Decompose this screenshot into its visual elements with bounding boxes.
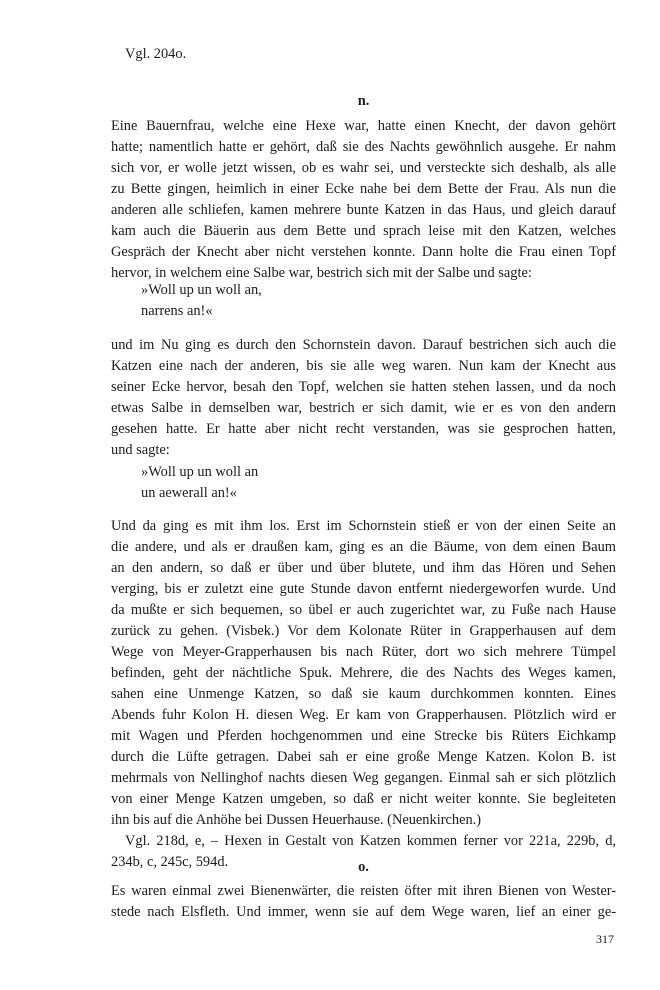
text-line: sahen eine Unmenge Katzen, so daß sie kaum durchkommen konnten. Eines xyxy=(111,686,616,702)
text-line: hatte; namentlich hatte er gehört, daß sie des Nachts gewöhnlich ausgehe. Er nahm xyxy=(111,139,616,155)
text-line: verging, bis er zuletzt eine gute Stunde davon entfernt niedergeworfen wurde. Und xyxy=(111,581,616,597)
text-line: befinden, geht der nächtliche Spuk. Mehrere, die des Nachts des Weges kamen, xyxy=(111,665,616,681)
text-line: die andere, und als er draußen kam, ging es an die Bäume, von dem einen Baum xyxy=(111,539,616,555)
text-line: Eine Bauernfrau, welche eine Hexe war, hatte einen Knecht, der davon gehört xyxy=(111,118,616,134)
text-line: stede nach Elsfleth. Und immer, wenn sie auf dem Wege waren, lief an einer ge- xyxy=(111,904,616,920)
text-line: hervor, in welchem eine Salbe war, bestrich sich mit der Salbe und sagte: xyxy=(111,265,532,281)
text-line: seiner Ecke hervor, besah den Topf, welchen sie hatten stehen lassen, und da noch xyxy=(111,379,616,395)
top-reference: Vgl. 204o. xyxy=(125,46,187,62)
paragraph-o-1 xyxy=(111,881,616,923)
paragraph-n-1 xyxy=(111,116,616,284)
text-line: Katzen eine nach der anderen, bis sie alle weg waren. Nun kam der Knecht aus xyxy=(111,358,616,374)
text-line: sich vor, er wolle jetzt wissen, ob es wahr sei, und versteckte sich deshalb, als alle xyxy=(111,160,616,176)
text-line: zu Bette gingen, heimlich in einer Ecke nahe bei dem Bette der Frau. Als nun die xyxy=(111,181,616,197)
verse-line: un aewerall an!« xyxy=(141,485,237,501)
verse-line: »Woll up un woll an xyxy=(141,464,259,480)
cross-reference-line: 234b, c, 245c, 594d. xyxy=(111,854,229,870)
page-number: 317 xyxy=(596,932,614,946)
text-line: mehrmals von Nellinghof nachts diesen Weg gegangen. Einmal sah er sich plötzlich xyxy=(111,770,616,786)
text-line: anderen alle schliefen, kamen mehrere bunte Katzen in das Haus, und gleich darauf xyxy=(111,202,616,218)
cross-reference-line: Vgl. 218d, e, – Hexen in Gestalt von Katzen kommen ferner vor 221a, 229b, d, xyxy=(125,833,616,849)
text-line: Es waren einmal zwei Bienenwärter, die reisten öfter mit ihren Bienen von Wester- xyxy=(111,883,616,899)
text-line: Gespräch der Knecht aber nicht verstehen konnte. Dann holte die Frau einen Topf xyxy=(111,244,616,260)
verse-line: »Woll up un woll an, xyxy=(141,282,262,298)
text-line: kam auch die Bäuerin aus dem Bette und sprach leise mit den Katzen, welches xyxy=(111,223,616,239)
text-line: Und da ging es mit ihm los. Erst im Schornstein stieß er von der einen Seite an xyxy=(111,518,616,534)
text-line: an den andern, so daß er über und über blutete, und ihm das Hören und Sehen xyxy=(111,560,616,576)
text-line: da mußte er sich bequemen, so übel er auch zugerichtet war, zu Fuße nach Hause xyxy=(111,602,616,618)
text-line: von einer Menge Katzen umgeben, so daß er nicht weiter konnte. Sie begleiteten xyxy=(111,791,616,807)
text-line: mit Wagen und Pferden hochgenommen und eine Strecke bis Rüters Eichkamp xyxy=(111,728,616,744)
text-line: ihn bis auf die Anhöhe bei Dussen Heuerhause. (Neuenkirchen.) xyxy=(111,812,482,828)
text-line: zurück zu gehen. (Visbek.) Vor dem Kolonate Rüter in Grapperhausen auf dem xyxy=(111,623,616,639)
verse-2 xyxy=(141,462,441,504)
text-line: Abends fuhr Kolon H. diesen Weg. Er kam von Grapperhausen. Plötzlich wird er xyxy=(111,707,616,723)
text-line: und im Nu ging es durch den Schornstein davon. Darauf bestrichen sich auch die xyxy=(111,337,616,353)
verse-line: narrens an!« xyxy=(141,303,213,319)
verse-1 xyxy=(141,280,441,322)
text-line: Wege von Meyer-Grapperhausen bis nach Rüter, dort wo sich mehrere Tümpel xyxy=(111,644,616,660)
text-line: durch die Lüfte getragen. Dabei sah er eine große Menge Katzen. Kolon B. ist xyxy=(111,749,616,765)
paragraph-n-3 xyxy=(111,516,616,873)
section-heading-o: o. xyxy=(358,859,369,875)
text-line: und sagte: xyxy=(111,442,170,458)
text-line: gesehen hatte. Er hatte aber nicht recht verstanden, was sie gesprochen hatten, xyxy=(111,421,616,437)
paragraph-n-2 xyxy=(111,335,616,461)
text-line: etwas Salbe in demselben war, bestrich er sich damit, wie er es von den andern xyxy=(111,400,616,416)
section-heading-n: n. xyxy=(357,93,370,109)
